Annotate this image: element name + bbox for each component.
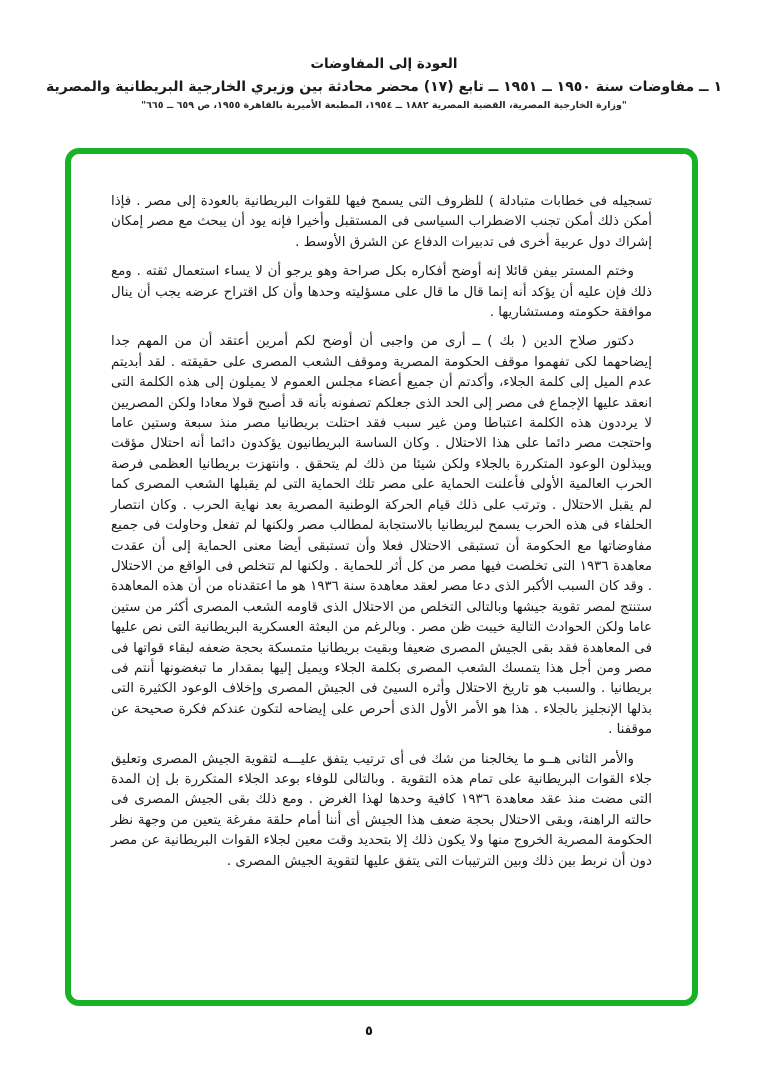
source-citation: "وزارة الخارجية المصرية، القضية المصرية ١٨٨٢ ــ ١٩٥٤، المطبعة الأميرية بالقاهرة ١٩٥٥، ص ٦٥٩ ــ ٦٦٥" — [141, 100, 627, 111]
page-number: ٥ — [365, 1024, 373, 1039]
paragraph: والأمر الثانى هــو ما يخالجنا من شك فى أى ترتيب يتفق عليـــه لتقوية الجيش المصرى وتعليق جلاء القوات البريطانية على تمام هذه التقوية . وبالتالى للوفاء بوعد الجلاء المتكررة بل إن المدة التى مضت منذ عقد معاهدة ١٩٣٦ كافية وحدها لهذا الغرض . ومع ذلك بقى الجيش المصرى فى حالته الراهنة، وبقى الاحتلال بحجة ضعف هذا الجيش أى أننا أمام حلقة مفرغة يتعين من وجهة نظر الحكومة المصرية الخروج منها ولا يكون ذلك إلا بتحديد وقت معين لجلاء القوات البريطانية عن مصر دون أن نربط بين ذلك وبين الترتيبات التى يتفق عليها لتقوية الجيش المصرى . — [111, 751, 652, 869]
document-heading: ١ ــ مفاوضات سنة ١٩٥٠ ــ ١٩٥١ ــ تابع (١٧) محضر محادثة بين وزيري الخارجية البريطانية والمصرية — [46, 79, 722, 95]
body-text — [111, 192, 652, 881]
paragraph: دكتور صلاح الدين ( بك ) ــ أرى من واجبى أن أوضح لكم أمرين أعتقد أن من المهم جدا إيضاحهما لكى تفهموا موقف الحكومة المصرية وموقف الشعب المصرى على حقيقته . لقد أبديتم عدم الميل إلى كلمة الجلاء، وأكدتم أن جميع أعضاء مجلس العموم لا يميلون إلى هذه الكلمة التى انعقد عليها الإجماع فى مصر إلى الحد الذى جعلكم تصفونه بأنه قد أصبح قولا معادا ولكن المصريين لا يرددون هذه الكلمة اعتباطا ومن غير سبب فقد احتلت بريطانيا مصر منذ سبعة وستين عاما واحتجت مصر دائما على هذا الاحتلال . وكان الساسة البريطانيون يؤكدون دائما أنه احتلال مؤقت ويبذلون الوعود المتكررة بالجلاء ولكن شيئا من ذلك لم يتحقق . وانتهزت بريطانيا العظمى فرصة الحرب العالمية الأولى فأعلنت الحماية على مصر تلك الحماية التى لم يقبلها الشعب المصرى كما لم يقبل الاحتلال . وترتب على ذلك قيام الحركة الوطنية المصرية بعد نهاية الحرب . وكان انتصار الحلفاء فى هذه الحرب يسمح لبريطانيا بالاستجابة لمطالب مصر ولكنها لم تفعل وحاولت فى جميع مفاوضاتها مع الحكومة أن تستبقى الاحتلال فعلا وأن تستبقى أيضا معنى الحماية إلى أن عقدت معاهدة ١٩٣٦ التى تخلصت فيها مصر من كل أثر للحماية . ولكنها لم تتخلص فى الواقع من الاحتلال . وقد كان السبب الأكبر الذى دعا مصر لعقد معاهدة سنة ١٩٣٦ هو ما اعتقدناه من أن هذه المعاهدة ستنتج لمصر تقوية جيشها وبالتالى التخلص من الاحتلال الذى قاومه الشعب المصرى أكثر من ستين عاما ولكن الحوادث التالية خيبت ظن مصر . وبالرغم من البعثة العسكرية البريطانية التى نص عليها فى المعاهدة فقد بقى الجيش المصرى ضعيفا وبقيت بريطانيا متمسكة بحجة ضعفه لبقاء قواتها فى مصر ومن أجل هذا يتمسك الشعب المصرى بكلمة الجلاء ويميل إليها بمقدار ما تبغضونها أنتم فى بريطانيا . والسبب هو تاريخ الاحتلال وأثره السيئ فى الجيش المصرى وإخلاف الوعود الكثيرة التى بذلها الإنجليز بالجلاء . هذا هو الأمر الأول الذى أحرص على إيضاحه لتكون عندكم فكرة صحيحة عن موقفنا . — [111, 334, 652, 738]
paragraph: وختم المستر بيفن قائلا إنه أوضح أفكاره بكل صراحة وهو يرجو أن لا يساء استعمال ثقته . ومع ذلك فإن عليه أن يؤكد أنه إنما قال ما قال على مسؤليته وحدها وأن كل اقتراح عرضه يجب أن ينال موافقة حكومته ومستشاريها . — [111, 264, 652, 321]
page-title: العودة إلى المفاوضات — [310, 56, 458, 72]
paragraph: تسجيله فى خطابات متبادلة ) للظروف التى يسمح فيها للقوات البريطانية بالعودة إلى مصر . فإذا أمكن ذلك أمكن تجنب الاضطراب السياسى فى المستقبل وأخيرا فإنه يود أن يبحث مع مصر إمكان إشراك دول عربية أخرى فى تدبيرات الدفاع عن الشرق الأوسط . — [111, 194, 652, 250]
document-header — [0, 56, 768, 111]
highlight-annotation-box — [65, 148, 698, 1006]
